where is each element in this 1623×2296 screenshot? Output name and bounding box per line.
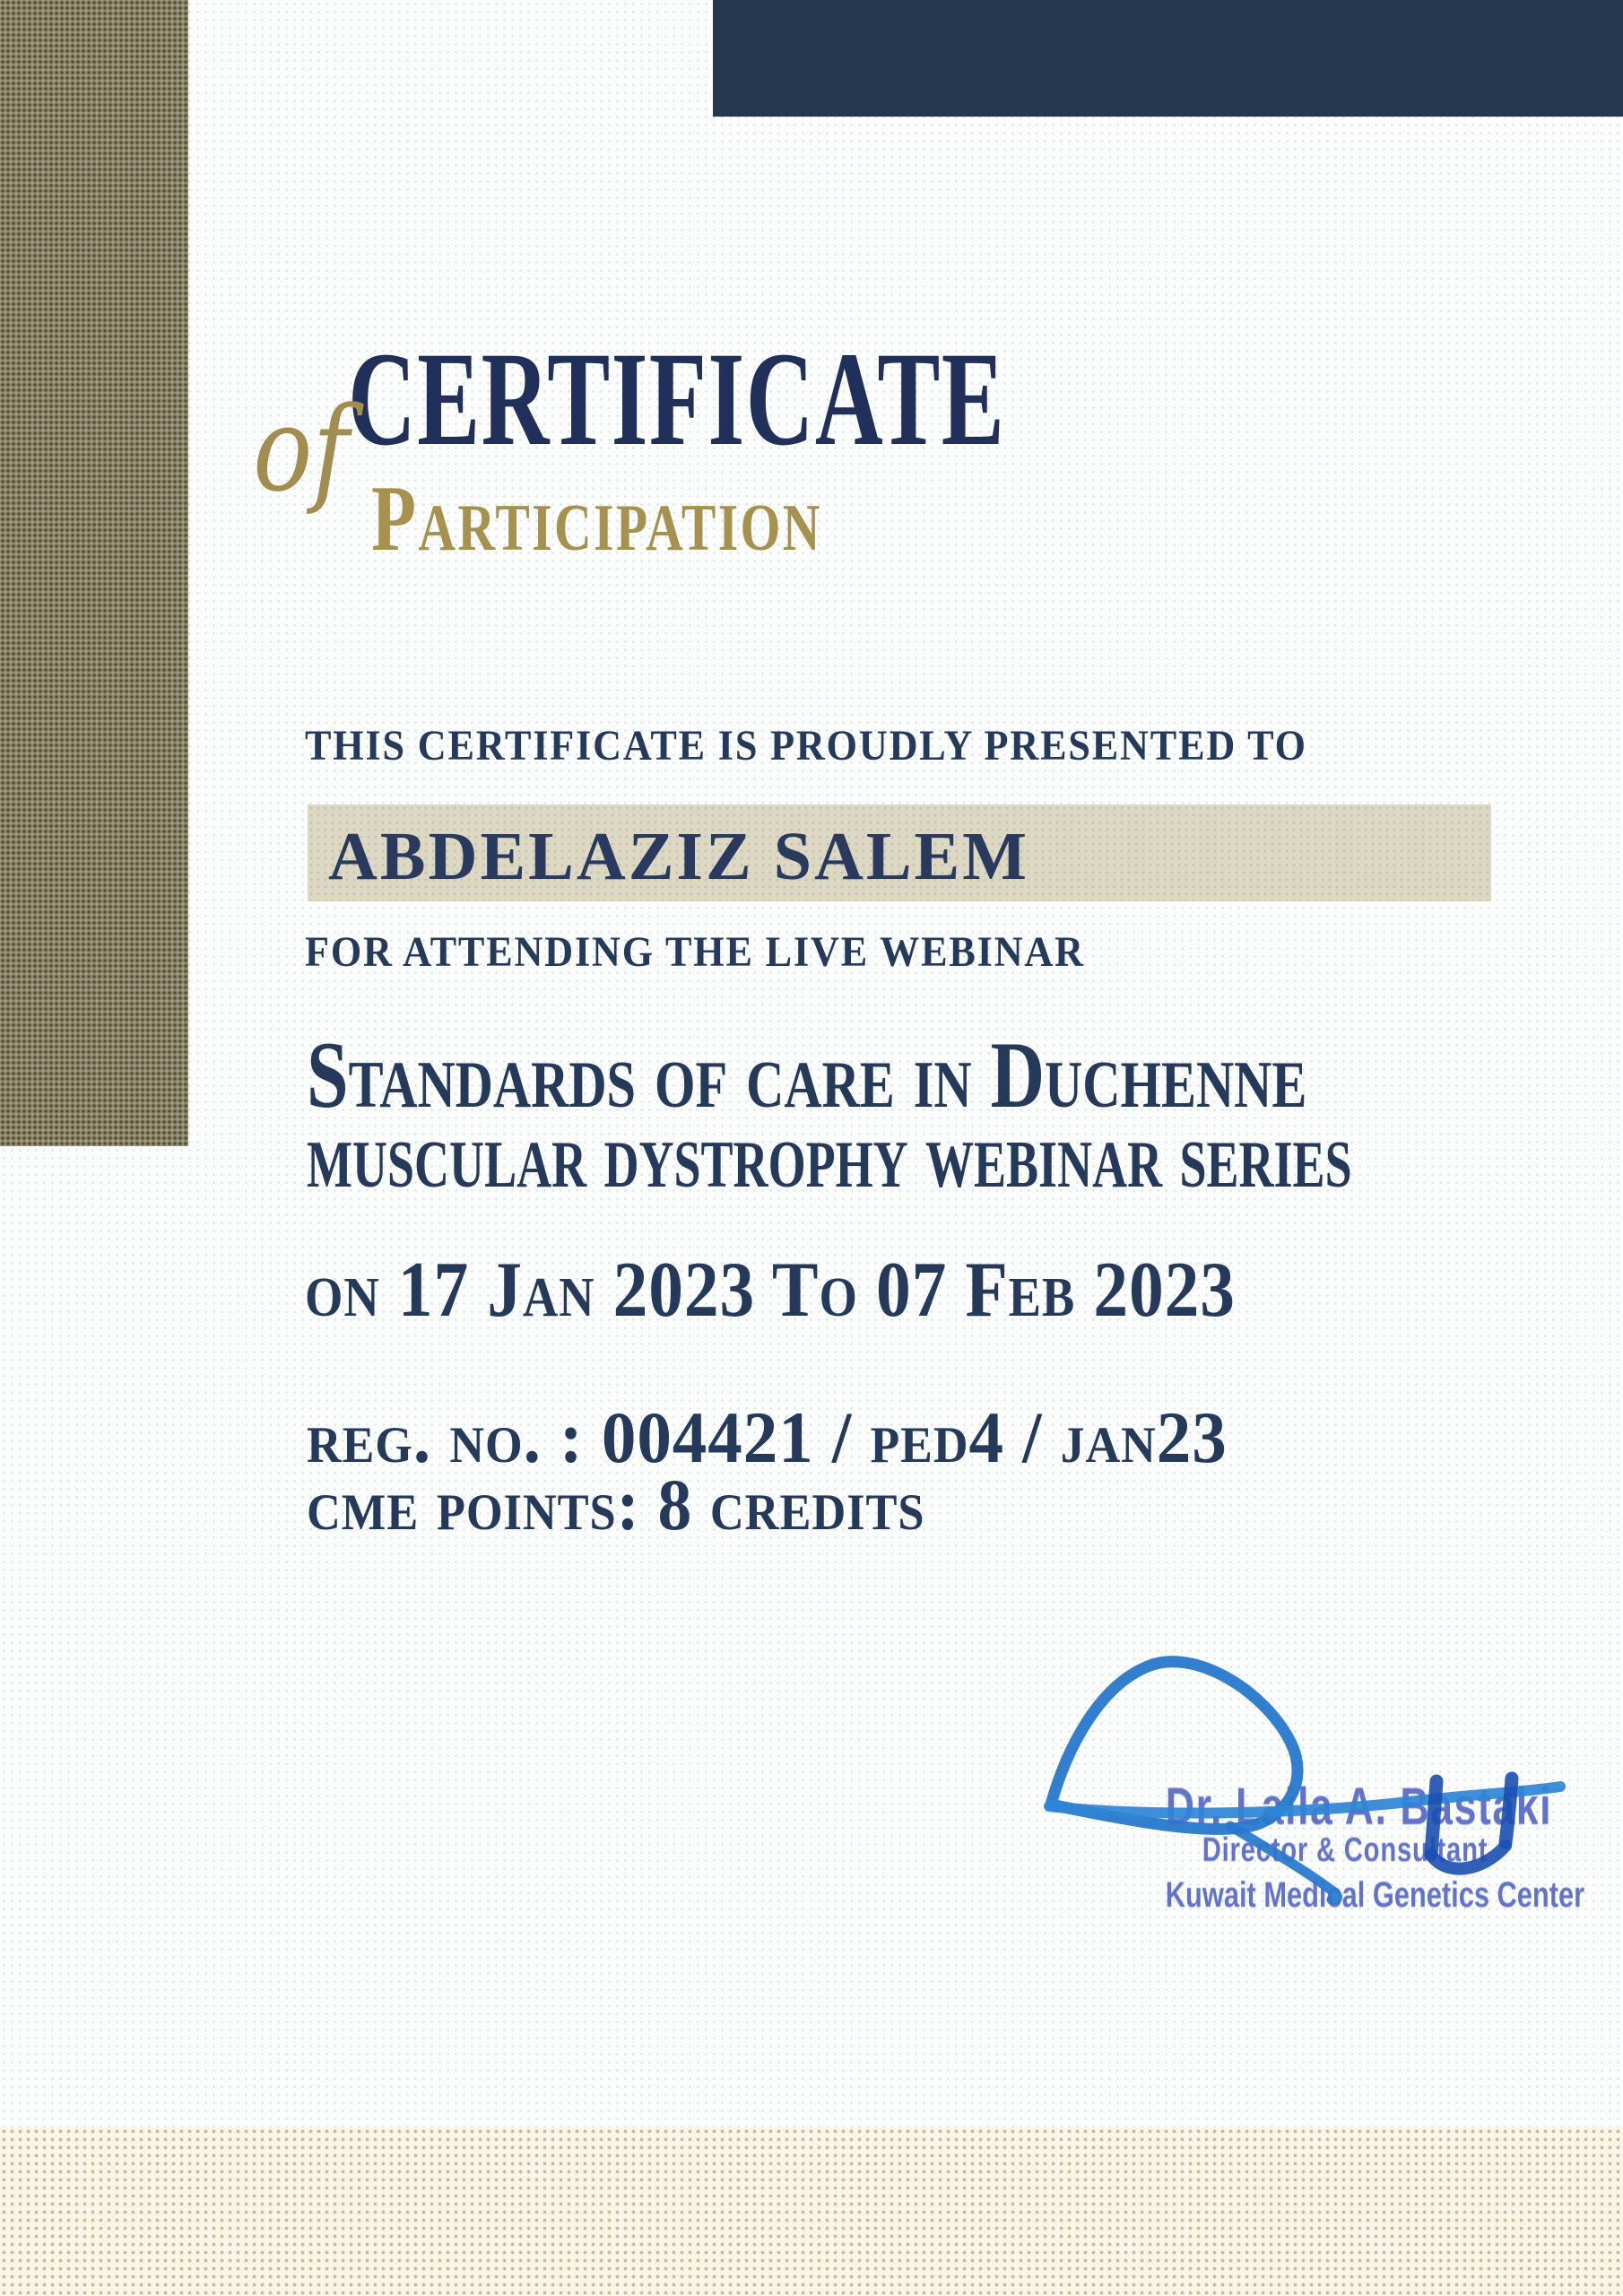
certificate-title-participation: Participation — [371, 465, 822, 570]
recipient-name: ABDELAZIZ SALEM — [328, 819, 1029, 894]
cme-points-line: cme points: 8 credits — [307, 1464, 925, 1545]
registration-number-line: reg. no. : 004421 / ped4 / jan23 — [307, 1396, 1228, 1478]
top-navy-bar — [713, 0, 1623, 117]
certificate-title: CERTIFICATE — [348, 325, 1006, 474]
signer-title: Director & Consultant — [1202, 1831, 1488, 1869]
attending-label: FOR ATTENDING THE LIVE WEBINAR — [305, 928, 1085, 976]
signer-name: Dr. Laila A. Bastaki — [1165, 1778, 1553, 1836]
presented-to-label: THIS CERTIFICATE IS PROUDLY PRESENTED TO — [305, 722, 1307, 770]
left-texture-bar — [0, 0, 188, 1146]
certificate-title-of: of — [253, 381, 350, 517]
webinar-title-line1: Standards of care in Duchenne — [307, 1022, 1307, 1127]
webinar-title-line2: muscular dystrophy webinar series — [307, 1102, 1352, 1207]
webinar-date-line: on 17 Jan 2023 To 07 Feb 2023 — [305, 1247, 1236, 1334]
signer-organization: Kuwait Medical Genetics Center — [1165, 1875, 1585, 1915]
handwritten-signature — [1022, 1641, 1596, 2018]
bottom-texture-band — [0, 2127, 1623, 2296]
